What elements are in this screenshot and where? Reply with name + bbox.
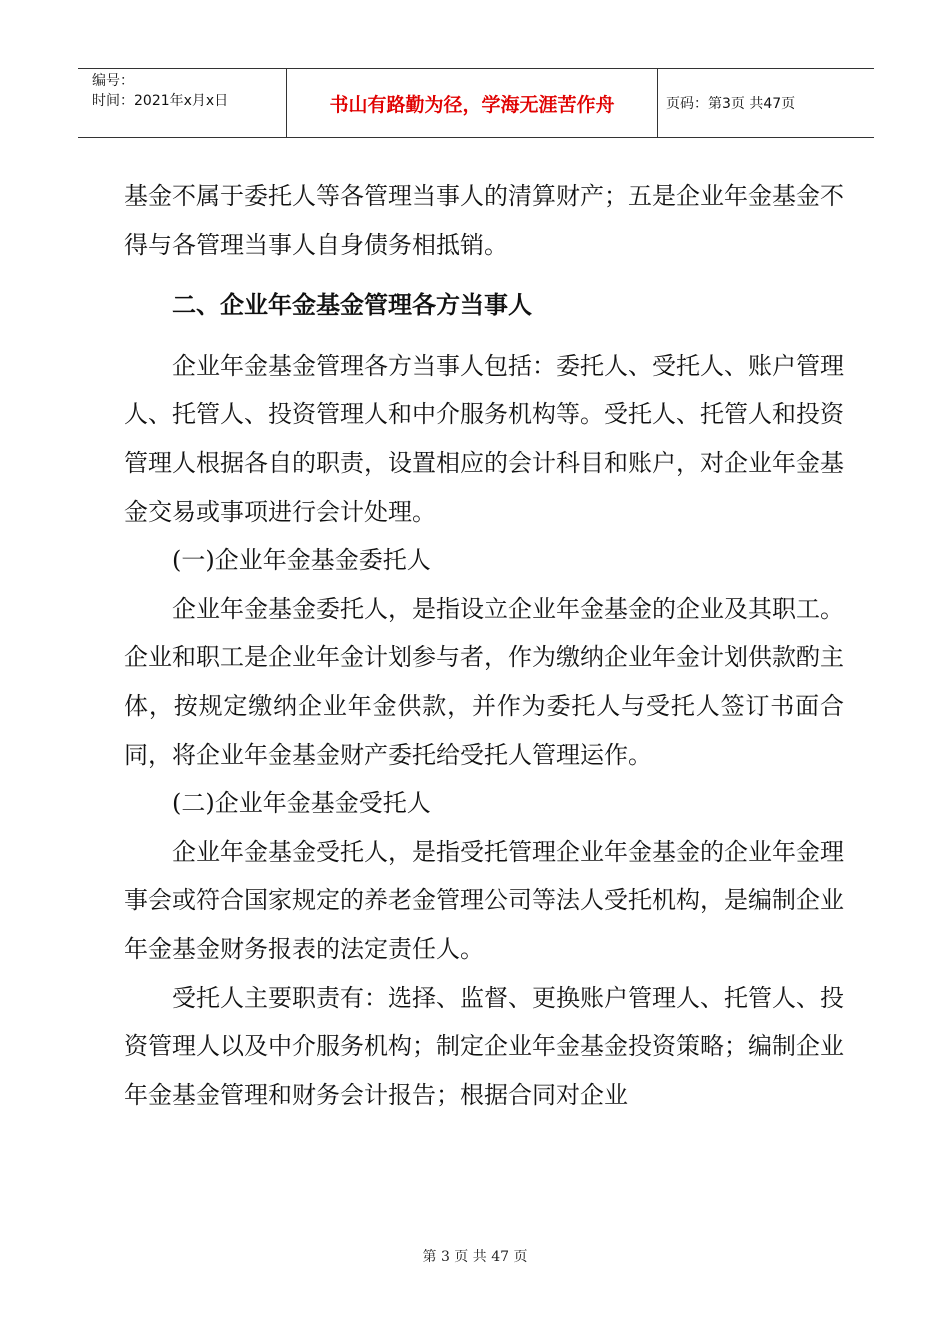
paragraph-1: 基金不属于委托人等各管理当事人的清算财产；五是企业年金基金不得与各管理当事人自身债务相抵销。: [124, 182, 844, 259]
subheading-2: (二)企业年金基金受托人: [172, 789, 431, 818]
document-body: [124, 172, 844, 1119]
header-motto: 书山有路勤为径，学海无涯苦作舟: [286, 69, 658, 137]
paragraph-5: 受托人主要职责有：选择、监督、更换账户管理人、托管人、投资管理人以及中介服务机构；制定企业年金基金投资策略；编制企业年金基金管理和财务会计报告；根据合同对企业: [124, 983, 844, 1109]
page-footer: 第 3 页 共 47 页: [422, 1249, 528, 1265]
subheading-1: (一)企业年金基金委托人: [172, 546, 431, 575]
section-heading-2: 二、企业年金基金管理各方当事人: [172, 291, 532, 320]
paragraph-4: 企业年金基金受托人，是指受托管理企业年金基金的企业年金理事会或符合国家规定的养老金管理公司等法人受托机构，是编制企业年金基金财务报表的法定责任人。: [124, 837, 844, 963]
page-header: [78, 68, 874, 138]
paragraph-2: 企业年金基金管理各方当事人包括：委托人、受托人、账户管理人、托管人、投资管理人和中介服务机构等。受托人、托管人和投资管理人根据各自的职责，设置相应的会计科目和账户，对企业年金基金交易或事项进行会计处理。: [124, 351, 844, 526]
header-page-info: 页码：第3页 共47页: [666, 96, 796, 112]
header-meta: [78, 69, 286, 137]
header-date-label: 时间：2021年x月x日: [92, 93, 229, 109]
paragraph-3: 企业年金基金委托人，是指设立企业年金基金的企业及其职工。企业和职工是企业年金计划参与者，作为缴纳企业年金计划供款酌主体，按规定缴纳企业年金供款，并作为委托人与受托人签订书面合同，将企业年金基金财产委托给受托人管理运作。: [124, 594, 844, 769]
header-number-label: 编号：: [92, 73, 134, 89]
